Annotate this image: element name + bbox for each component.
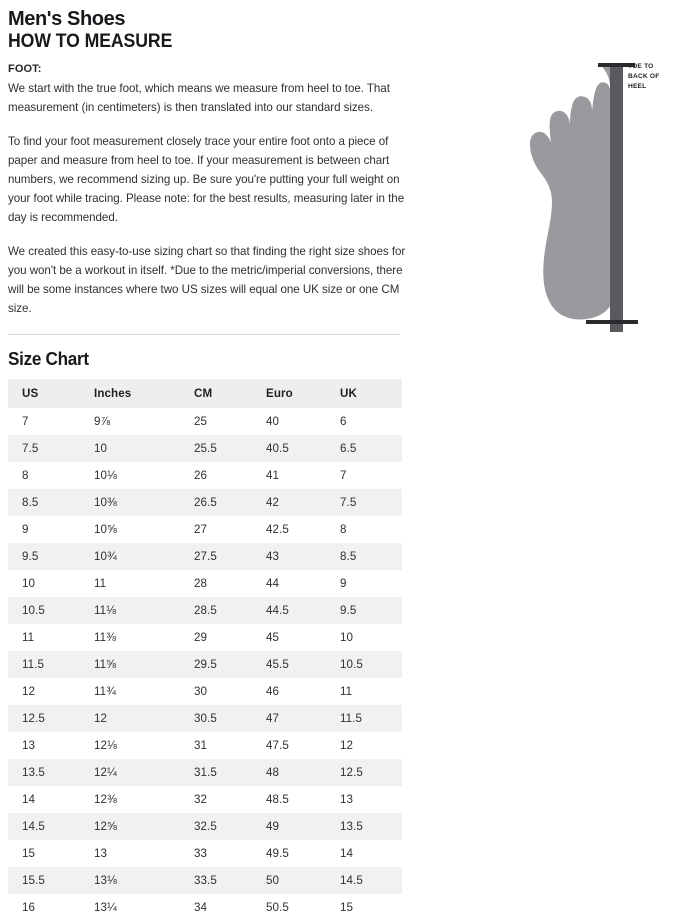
foot-illustration (528, 52, 659, 332)
table-row (8, 408, 402, 435)
cell-us: 14.5 (22, 820, 45, 834)
cell-inches: 11⅛ (94, 604, 117, 618)
cell-us: 14 (22, 793, 36, 807)
cell-inches: 12⅜ (94, 793, 117, 807)
cell-euro: 42.5 (266, 523, 289, 537)
cell-euro: 40 (266, 415, 280, 429)
size-chart-table (8, 379, 402, 921)
cell-cm: 30.5 (194, 712, 217, 726)
content-column (8, 0, 408, 921)
cell-uk: 13.5 (340, 820, 363, 834)
cell-us: 9 (22, 523, 29, 537)
cell-cm: 33.5 (194, 874, 217, 888)
cell-cm: 32.5 (194, 820, 217, 834)
cell-inches: 10 (94, 442, 108, 456)
cell-uk: 14.5 (340, 874, 363, 888)
cell-us: 11 (22, 631, 35, 645)
cell-inches: 12¼ (94, 766, 117, 780)
cell-euro: 49.5 (266, 847, 289, 861)
cell-euro: 50 (266, 874, 280, 888)
column-header-cm: CM (180, 379, 252, 408)
cell-us: 8 (22, 469, 29, 483)
size-chart-heading: Size Chart (8, 349, 89, 370)
cell-euro: 43 (266, 550, 280, 564)
cell-euro: 45.5 (266, 658, 289, 672)
table-row (8, 435, 402, 462)
cell-cm: 27 (194, 523, 208, 537)
cell-inches: 9⅞ (94, 415, 111, 429)
caption-line-2: BACK OF (628, 73, 660, 81)
how-to-measure-heading: HOW TO MEASURE (8, 31, 173, 52)
table-row (8, 840, 402, 867)
cell-uk: 10 (340, 631, 354, 645)
cell-us: 10.5 (22, 604, 45, 618)
cell-uk: 7 (340, 469, 347, 483)
cell-us: 15.5 (22, 874, 45, 888)
table-row (8, 597, 402, 624)
cell-uk: 9 (340, 577, 347, 591)
foot-section-label: FOOT: (8, 62, 42, 75)
cell-inches: 11¾ (94, 685, 117, 699)
table-row (8, 570, 402, 597)
cell-us: 15 (22, 847, 36, 861)
cell-euro: 44 (266, 577, 280, 591)
cell-euro: 48.5 (266, 793, 289, 807)
cell-cm: 26.5 (194, 496, 217, 510)
table-row (8, 489, 402, 516)
cell-inches: 12 (94, 712, 108, 726)
cell-uk: 6 (340, 415, 347, 429)
table-header-row (8, 379, 402, 408)
cell-euro: 41 (266, 469, 280, 483)
cell-us: 10 (22, 577, 36, 591)
cell-us: 13.5 (22, 766, 45, 780)
measuring-bar (610, 66, 623, 332)
cell-cm: 33 (194, 847, 208, 861)
column-header-us: US (8, 379, 80, 408)
cell-uk: 8 (340, 523, 347, 537)
cell-cm: 32 (194, 793, 208, 807)
cell-euro: 40.5 (266, 442, 289, 456)
cell-euro: 50.5 (266, 901, 289, 915)
column-header-inches: Inches (80, 379, 180, 408)
cell-uk: 13 (340, 793, 354, 807)
toe-to-heel-caption (628, 62, 674, 93)
column-header-euro: Euro (252, 379, 326, 408)
cell-cm: 31 (194, 739, 208, 753)
cell-euro: 49 (266, 820, 280, 834)
cell-uk: 11.5 (340, 712, 363, 726)
cell-us: 11.5 (22, 658, 45, 672)
cell-cm: 34 (194, 901, 208, 915)
cell-us: 7 (22, 415, 29, 429)
cell-us: 8.5 (22, 496, 39, 510)
cell-euro: 47.5 (266, 739, 289, 753)
table-row (8, 516, 402, 543)
cell-uk: 7.5 (340, 496, 357, 510)
cell-inches: 11⅝ (94, 658, 117, 672)
cell-us: 13 (22, 739, 36, 753)
cell-uk: 11 (340, 685, 353, 699)
cell-inches: 13⅛ (94, 874, 117, 888)
measure-cap-bottom (586, 320, 638, 324)
page-title: Men's Shoes (8, 8, 126, 30)
cell-cm: 28.5 (194, 604, 217, 618)
cell-uk: 6.5 (340, 442, 357, 456)
column-header-uk: UK (326, 379, 402, 408)
table-row (8, 705, 402, 732)
table-row (8, 867, 402, 894)
section-divider (8, 334, 400, 335)
cell-inches: 10⅝ (94, 523, 117, 537)
cell-uk: 15 (340, 901, 354, 915)
paragraph-measuring: To find your foot measurement closely trace your entire foot onto a piece of paper and measure from heel to toe. If your measurement is between chart numbers, we recommend sizing up. Be sure you're putting your full weight on your foot while tracing. Please note: for the best results, measuring later in the day is recommended. (8, 135, 405, 224)
cell-uk: 8.5 (340, 550, 357, 564)
cell-cm: 29 (194, 631, 208, 645)
paragraph-conversions: We created this easy-to-use sizing chart so that finding the right size shoes for you won't be a workout in itself. *Due to the metric/imperial conversions, there will be some instances where two US sizes will equal one UK size or one CM size. (8, 245, 406, 315)
table-row (8, 678, 402, 705)
table-row (8, 759, 402, 786)
cell-euro: 42 (266, 496, 280, 510)
cell-us: 12.5 (22, 712, 45, 726)
cell-us: 12 (22, 685, 36, 699)
cell-cm: 28 (194, 577, 208, 591)
table-row (8, 813, 402, 840)
footprint-shape (530, 64, 616, 320)
cell-cm: 27.5 (194, 550, 217, 564)
cell-inches: 10⅛ (94, 469, 117, 483)
cell-inches: 13¼ (94, 901, 117, 915)
table-row (8, 624, 402, 651)
cell-inches: 11 (94, 577, 107, 591)
cell-inches: 12⅝ (94, 820, 117, 834)
cell-uk: 10.5 (340, 658, 363, 672)
cell-cm: 25 (194, 415, 208, 429)
cell-cm: 25.5 (194, 442, 217, 456)
cell-euro: 48 (266, 766, 280, 780)
table-row (8, 786, 402, 813)
table-body (8, 408, 402, 921)
cell-inches: 11⅜ (94, 631, 117, 645)
cell-inches: 10¾ (94, 550, 117, 564)
cell-cm: 26 (194, 469, 208, 483)
cell-cm: 29.5 (194, 658, 217, 672)
cell-cm: 30 (194, 685, 208, 699)
cell-euro: 44.5 (266, 604, 289, 618)
table-row (8, 651, 402, 678)
foot-measurement-diagram (528, 52, 659, 332)
cell-euro: 47 (266, 712, 280, 726)
cell-euro: 45 (266, 631, 280, 645)
cell-uk: 12 (340, 739, 354, 753)
table-row (8, 543, 402, 570)
paragraph-intro: We start with the true foot, which means we measure from heel to toe. That measurement (in centimeters) is then translated into our standard sizes. (8, 81, 390, 114)
table-row (8, 462, 402, 489)
cell-us: 9.5 (22, 550, 39, 564)
table-row (8, 894, 402, 921)
cell-euro: 46 (266, 685, 280, 699)
cell-uk: 9.5 (340, 604, 357, 618)
cell-inches: 12⅛ (94, 739, 117, 753)
cell-cm: 31.5 (194, 766, 217, 780)
cell-us: 16 (22, 901, 36, 915)
caption-line-3: HEEL (628, 83, 647, 91)
table-row (8, 732, 402, 759)
cell-us: 7.5 (22, 442, 39, 456)
cell-uk: 14 (340, 847, 354, 861)
cell-inches: 10⅜ (94, 496, 117, 510)
cell-inches: 13 (94, 847, 108, 861)
caption-line-1: TOE TO (628, 63, 654, 70)
cell-uk: 12.5 (340, 766, 363, 780)
